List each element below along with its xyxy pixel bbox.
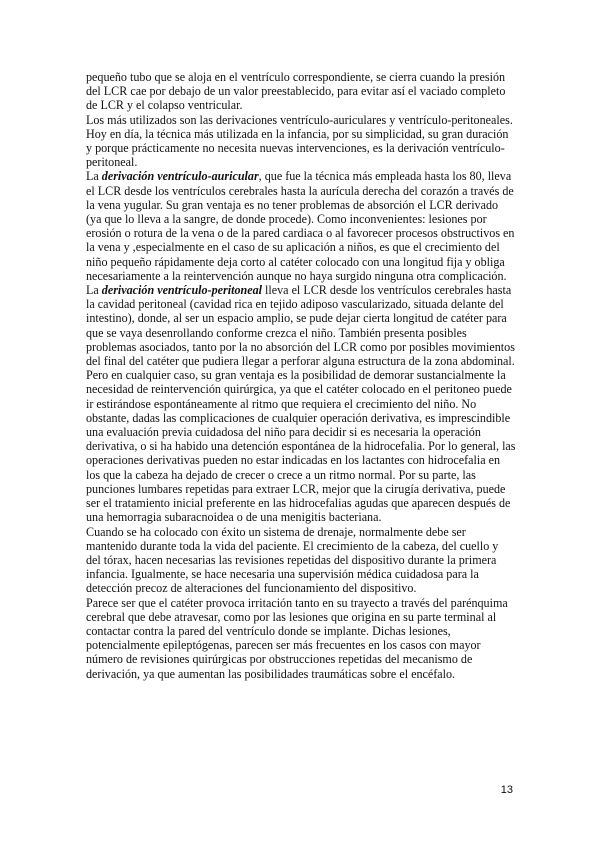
paragraph-prefix: La — [86, 169, 102, 184]
paragraph-shunt-types: Los más utilizados son las derivaciones ventrículo-auriculares y ventrículo-peritoneales. Hoy en día, la técnica más utilizada en la infancia, por su simplicidad, su gran duración y porque prácticamente no necesita nuevas intervenciones, es la derivación ventrículo-peritoneal. — [86, 112, 513, 170]
paragraph-prefix: La — [86, 283, 102, 298]
document-body — [86, 70, 516, 681]
term-ventriculo-atrial: derivación ventrículo-auricular — [101, 169, 259, 184]
term-ventriculo-peritoneal: derivación ventrículo-peritoneal — [101, 283, 263, 298]
page-number: 13 — [500, 784, 513, 796]
paragraph-catheter-irritation: Parece ser que el catéter provoca irritación tanto en su trayecto a través del parénquima cerebral que debe atravesar, como por las lesiones que origina en su parte terminal al contactar contra la pared del ventrículo donde se implante. Dichas lesiones, potencialmente epileptógenas, parecen ser más frecuentes en los casos con mayor número de revisiones quirúrgicas por obstrucciones repetidas del mecanismo de derivación, ya que aumentan las posibilidades traumáticas sobre el encéfalo. — [86, 595, 508, 681]
paragraph-valve-description: pequeño tubo que se aloja en el ventrículo correspondiente, se cierra cuando la presión del LCR cae por debajo de un valor preestablecido, para evitar así el vaciado completo de LCR y el colapso ventricular. — [86, 70, 506, 113]
paragraph-text: lleva el LCR desde los ventrículos cerebrales hasta la cavidad peritoneal (cavidad rica en tejido adiposo vascularizado, situada delante del intestino), donde, al ser un espacio amplio, se pude dejar cierta longitud de catéter para que se vaya desenrollando conforme crezca el niño. También presenta posibles problemas asociados, tanto por la no absorción del LCR como por posibles movimientos del final del catéter que pudiera llegar a perforar alguna estructura de la zona abdominal. Pero en cualquier caso, su gran ventaja es la posibilidad de demorar sustancialmente la necesidad de reintervención quirúrgica, ya que el catéter colocado en el peritoneo puede ir estirándose espontáneamente al ritmo que requiera el crecimiento del niño. No obstante, dadas las complicaciones de cualquier operación derivativa, es imprescindible una evaluación previa cuidadosa del niño para decidir si es necesaria la operación derivativa, o si ha habido una detención espontánea de la hidrocefalia. Por lo general, las operaciones derivativas pueden no estar indicadas en los lactantes con hidrocefalia en los que la cabeza ha dejado de crecer o crece a un ritmo normal. Por su parte, las punciones lumbares repetidas para extraer LCR, mejor que la cirugía derivativa, puede ser el tratamiento inicial preferente en las hidrocefalias agudas que aparecen después de una hemorragia subaracnoidea o de una menigitis bacteriana. — [86, 283, 516, 525]
paragraph-ventriculo-peritoneal — [86, 283, 516, 524]
paragraph-ventriculo-atrial — [86, 169, 516, 283]
paragraph-drainage-maintenance: Cuando se ha colocado con éxito un sistema de drenaje, normalmente debe ser mantenido durante toda la vida del paciente. El crecimiento de la cabeza, del cuello y del tórax, hacen necesarias las revisiones repetidas del dispositivo durante la primera infancia. Igualmente, se hace necesaria una supervisión médica cuidadosa para la detección precoz de alteraciones del funcionamiento del dispositivo. — [86, 524, 499, 596]
paragraph-text: , que fue la técnica más empleada hasta los 80, lleva el LCR desde los ventrículos cerebrales hasta la aurícula derecha del corazón a través de la vena yugular. Su gran ventaja es no tener problemas de absorción el LCR derivado (ya que lo lleva a la sangre, de donde procede). Como inconvenientes: lesiones por erosión o rotura de la vena o de la pared cardiaca o al favorecer procesos obstructivos en la vena y ,especialmente en el caso de su aplicación a niños, es que el crecimiento del niño pequeño rápidamente deja corto al catéter colocado con una longitud fija y obliga necesariamente a la reintervención aunque no haya surgido ninguna otra complicación. — [86, 169, 515, 283]
